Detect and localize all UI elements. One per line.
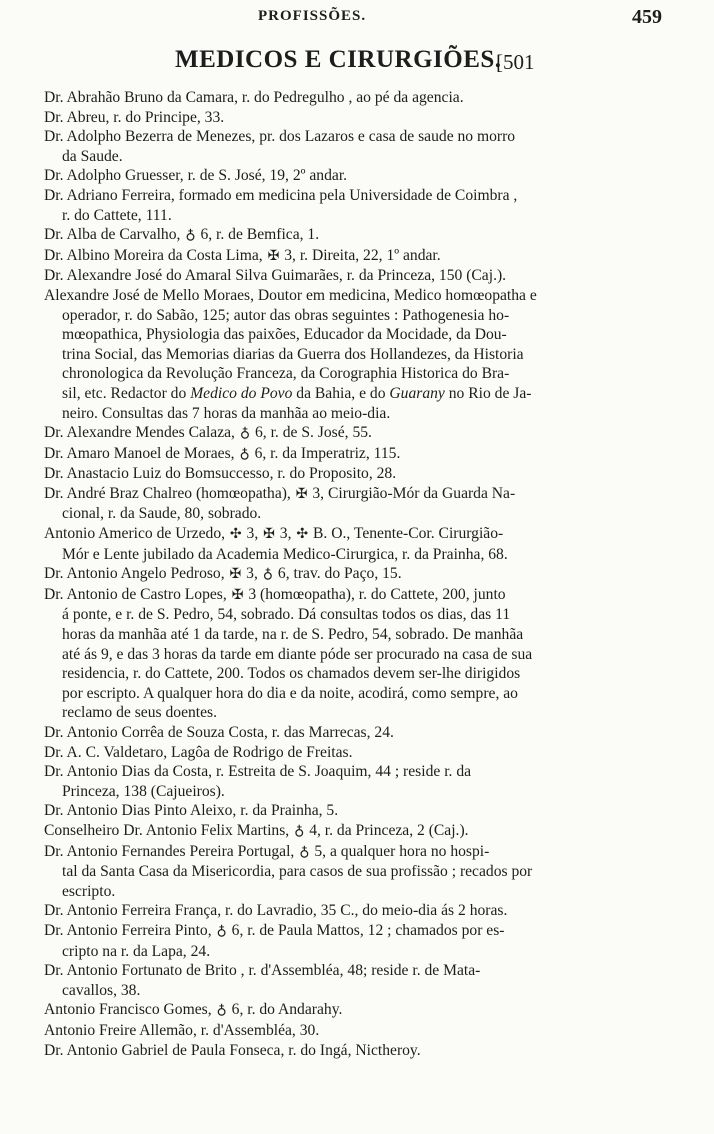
directory-entry	[44, 743, 668, 763]
entry-line: reclamo de seus doentes.	[62, 704, 218, 722]
entry-line: Antonio Freire Allemão, r. d'Assembléa, 30.	[44, 1021, 320, 1039]
directory-entry	[44, 762, 668, 801]
entry-line: Dr. Alexandre José do Amaral Silva Guimarães, r. da Princeza, 150 (Caj.).	[44, 267, 507, 285]
entry-line: á ponte, e r. de S. Pedro, 54, sobrado. Dá consultas todos os dias, das 11	[62, 606, 511, 624]
directory-entry	[44, 1000, 668, 1021]
entry-line: Dr. Amaro Manoel de Moraes, ♁ 6, r. da Imperatriz, 115.	[44, 444, 668, 465]
section-title: MEDICOS E CIRURGIÕES.	[175, 46, 502, 73]
entry-line: cavallos, 38.	[62, 981, 141, 999]
entry-line: Mór e Lente jubilado da Academia Medico-Cirurgica, r. da Prainha, 68.	[62, 545, 508, 563]
entry-line: operador, r. do Sabão, 125; autor das obras seguintes : Pathogenesia ho-	[62, 306, 510, 324]
entry-line: Dr. Antonio de Castro Lopes, ✠ 3 (homœopatha), r. do Cattete, 200, junto	[44, 585, 668, 606]
entry-line: Antonio Francisco Gomes, ♁ 6, r. do Andarahy.	[44, 1000, 668, 1021]
entry-line: tal da Santa Casa da Misericordia, para casos de sua profissão ; recados por	[62, 863, 533, 881]
entry-line: Dr. Antonio Dias Pinto Aleixo, r. da Prainha, 5.	[44, 802, 339, 820]
entry-line: cripto na r. da Lapa, 24.	[62, 942, 211, 960]
directory-entry	[44, 961, 668, 1000]
entry-line: Dr. André Braz Chalreo (homœopatha), ✠ 3, Cirurgião-Mór da Guarda Na-	[44, 484, 668, 505]
directory-entry	[44, 88, 668, 108]
entry-line: Dr. Alba de Carvalho, ♁ 6, r. de Bemfica, 1.	[44, 225, 668, 246]
medal-icon: ♁	[239, 446, 250, 462]
medal-icon: ♁	[294, 823, 305, 839]
directory-entry	[44, 585, 668, 723]
directory-entry	[44, 484, 668, 524]
publication-title: Guarany	[389, 384, 445, 402]
entry-line: Dr. Antonio Dias da Costa, r. Estreita de S. Joaquim, 44 ; reside r. da	[44, 763, 472, 781]
medal-icon: ♁	[239, 426, 251, 442]
entry-line: Dr. Adolpho Bezerra de Menezes, pr. dos Lazaros e casa de saude no morro	[44, 128, 516, 146]
page-number: 459	[632, 6, 662, 28]
entry-line: Dr. Antonio Fortunato de Brito , r. d'Assembléa, 48; reside r. de Mata-	[44, 962, 481, 980]
entry-line: Dr. Antonio Corrêa de Souza Costa, r. das Marrecas, 24.	[44, 724, 394, 741]
medal-icon: ♁	[185, 228, 196, 244]
entry-line: por escripto. A qualquer hora do dia e da noite, acodirá, como sempre, ao	[62, 684, 518, 702]
cross-icon: ✠	[267, 248, 280, 264]
entry-line: Dr. Anastacio Luiz do Bomsuccesso, r. do Proposito, 28.	[44, 465, 397, 483]
directory-entry	[44, 921, 668, 961]
directory-entry	[44, 1021, 668, 1041]
directory-entry	[44, 801, 668, 821]
entry-line: sil, etc. Redactor do Medico do Povo da Bahia, e do Guarany no Rio de Ja-	[62, 384, 532, 402]
directory-entry	[44, 444, 668, 465]
medal-icon: ♁	[216, 1003, 227, 1019]
entry-line: trina Social, das Memorias diarias da Guerra dos Hollandezes, da Historia	[62, 345, 524, 363]
medal-icon: ♁	[216, 923, 227, 939]
cross-icon: ✠	[231, 587, 244, 603]
medal-icon: ♁	[262, 567, 273, 583]
entry-line: Antonio Americo de Urzedo, ✣ 3, ✠ 3, ✣ B. O., Tenente-Cor. Cirurgião-	[44, 524, 668, 545]
entry-line: Princeza, 138 (Cajueiros).	[62, 782, 225, 800]
directory-entry	[44, 166, 668, 186]
directory-entry	[44, 464, 668, 484]
entry-line: escripto.	[62, 882, 116, 900]
entry-line: horas da manhãa até 1 da tarde, na r. de S. Pedro, 54, sobrado. De manhãa	[62, 626, 524, 644]
running-title: PROFISSÕES.	[258, 8, 367, 24]
entry-line: Dr. Antonio Ferreira Pinto, ♁ 6, r. de Paula Mattos, 12 ; chamados por es-	[44, 921, 668, 942]
cross-icon: ✠	[263, 527, 275, 543]
directory-entry	[44, 842, 668, 902]
entry-line: neiro. Consultas das 7 horas da manhãa ao meio-dia.	[62, 404, 391, 422]
entry-line: Dr. Abreu, r. do Principe, 33.	[44, 108, 225, 126]
entry-list	[44, 88, 668, 1060]
directory-entry	[44, 225, 668, 246]
medal-icon: ♁	[299, 844, 310, 860]
entry-line: residencia, r. do Cattete, 200. Todos os chamados devem ser-lhe dirigidos	[62, 665, 521, 683]
running-head	[0, 6, 714, 36]
entry-line: Dr. Antonio Angelo Pedroso, ✠ 3, ♁ 6, trav. do Paço, 15.	[44, 564, 668, 585]
entry-line: Conselheiro Dr. Antonio Felix Martins, ♁ 4, r. da Princeza, 2 (Caj.).	[44, 821, 668, 842]
entry-line: Dr. Antonio Gabriel de Paula Fonseca, r. do Ingá, Nictheroy.	[44, 1041, 421, 1059]
directory-entry	[44, 266, 668, 286]
entry-line: cional, r. da Saude, 80, sobrado.	[62, 505, 262, 523]
entry-line: até ás 9, e das 3 horas da tarde em diante póde ser procurado na casa de sua	[62, 645, 533, 663]
entry-line: Dr. Adolpho Gruesser, r. de S. José, 19, 2º andar.	[44, 167, 348, 185]
star-icon: ✣	[296, 527, 309, 543]
entry-line: Dr. A. C. Valdetaro, Lagôa de Rodrigo de Freitas.	[44, 743, 353, 761]
publication-title: Medico do Povo	[190, 384, 293, 402]
star-icon: ✣	[229, 527, 242, 543]
entry-line: mœopathica, Physiologia das paixões, Educador da Mocidade, da Dou-	[62, 326, 507, 344]
entry-line: Alexandre José de Mello Moraes, Doutor em medicina, Medico homœopatha e	[44, 286, 537, 304]
directory-entry	[44, 901, 668, 921]
directory-entry	[44, 821, 668, 842]
entry-line: r. do Cattete, 111.	[62, 206, 172, 224]
entry-line: Dr. Antonio Fernandes Pereira Portugal, ♁ 5, a qualquer hora no hospi-	[44, 842, 668, 863]
entry-line: Dr. Adriano Ferreira, formado em medicina pela Universidade de Coimbra ,	[44, 186, 518, 204]
entry-line: Dr. Abrahão Bruno da Camara, r. do Pedregulho , ao pé da agencia.	[44, 89, 464, 106]
directory-entry	[44, 246, 668, 267]
entry-line: Dr. Albino Moreira da Costa Lima, ✠ 3, r. Direita, 22, 1º andar.	[44, 246, 668, 267]
directory-entry	[44, 108, 668, 128]
cross-icon: ✠	[295, 486, 308, 502]
entry-line: da Saude.	[62, 147, 123, 165]
section-number: [501	[496, 50, 535, 74]
directory-entry	[44, 564, 668, 585]
directory-entry	[44, 286, 668, 423]
entry-line: Dr. Alexandre Mendes Calaza, ♁ 6, r. de S. José, 55.	[44, 423, 668, 444]
directory-entry	[44, 524, 668, 564]
directory-entry	[44, 423, 668, 444]
directory-entry	[44, 723, 668, 743]
section-heading	[0, 46, 714, 80]
directory-entry	[44, 186, 668, 225]
cross-icon: ✠	[229, 567, 242, 583]
directory-entry	[44, 1041, 668, 1061]
directory-entry	[44, 127, 668, 166]
entry-line: chronologica da Revolução Franceza, da Corographia Historica do Bra-	[62, 365, 510, 383]
entry-line: Dr. Antonio Ferreira França, r. do Lavradio, 35 C., do meio-dia ás 2 horas.	[44, 902, 508, 920]
